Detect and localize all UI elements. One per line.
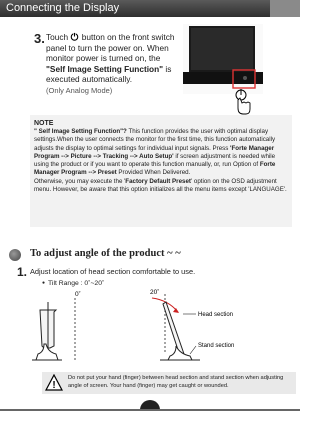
section-title: To adjust angle of the product ~ ~ (30, 248, 181, 259)
warning-text: Do not put your hand (finger) between head section and stand section when adjusting angle of screen. Your hand (finger) may get caught or wounded. (68, 375, 284, 389)
note-text-1: This function provides the user with optimal display settings.When the user connects the monitor for the first time, this function automatically adjusts the display to optimal settings for individual input signals. Press (34, 128, 276, 152)
step3-text-after: button on the front switch panel to turn the power on. When monitor power is turned on, the (46, 32, 175, 64)
step3-text-before: Touch (46, 32, 71, 42)
section-bullet-icon (9, 249, 21, 261)
angle-zero-label: 0˚ (75, 291, 81, 298)
note-bold-3: Forte Manager Program --> Preset (34, 161, 276, 177)
warning-icon (45, 374, 63, 391)
note-text-3: Provided When Delivered. (116, 169, 191, 177)
step1-number: 1. (17, 265, 28, 279)
svg-text:!: ! (52, 380, 56, 391)
head-section-label: Head section (198, 312, 234, 318)
note-bold-1: " Self Image Setting Function"? (34, 128, 127, 135)
note-text-4: Otherwise, you may execute the ' (34, 177, 126, 185)
note-bold-4: Factory Default Preset (125, 177, 191, 185)
tilt-range: ● Tilt Range : 0˚~20˚ (42, 280, 104, 287)
note-text-2: if screen adjustment is needed while using the product or if you want to operate this function manually, or, run Option of (34, 152, 276, 169)
step3-number: 3. (34, 31, 45, 46)
monitor-photo (183, 24, 263, 94)
footer-line (0, 409, 300, 411)
stand-section-label: Stand section (198, 343, 235, 349)
step3-bold: "Self Image Setting Function" (46, 63, 164, 74)
note-text (34, 128, 288, 194)
step3-mode: (Only Analog Mode) (46, 85, 113, 95)
monitor-upright (32, 302, 62, 360)
note-title: NOTE (34, 120, 54, 127)
step3-text-end: is executed automatically. (46, 63, 172, 85)
note-text-5: ' option on the OSD adjustment menu. However, be aware that this option initializes all the menu items except 'LANGUAGE'. (34, 177, 287, 194)
header-tab (270, 0, 300, 17)
step1-text: Adjust location of head section comfortable to use. (30, 267, 196, 276)
page-header (0, 0, 300, 17)
hand-touch-icon (228, 86, 254, 116)
step3-text (46, 32, 178, 97)
note-bold-2: 'Forte Manager Program --> Picture --> Tracking --> Auto Setup' (34, 144, 275, 160)
tilt-diagram (0, 284, 300, 366)
angle-twenty-label: 20˚ (150, 289, 160, 296)
header-title: Connecting the Display (6, 2, 120, 14)
